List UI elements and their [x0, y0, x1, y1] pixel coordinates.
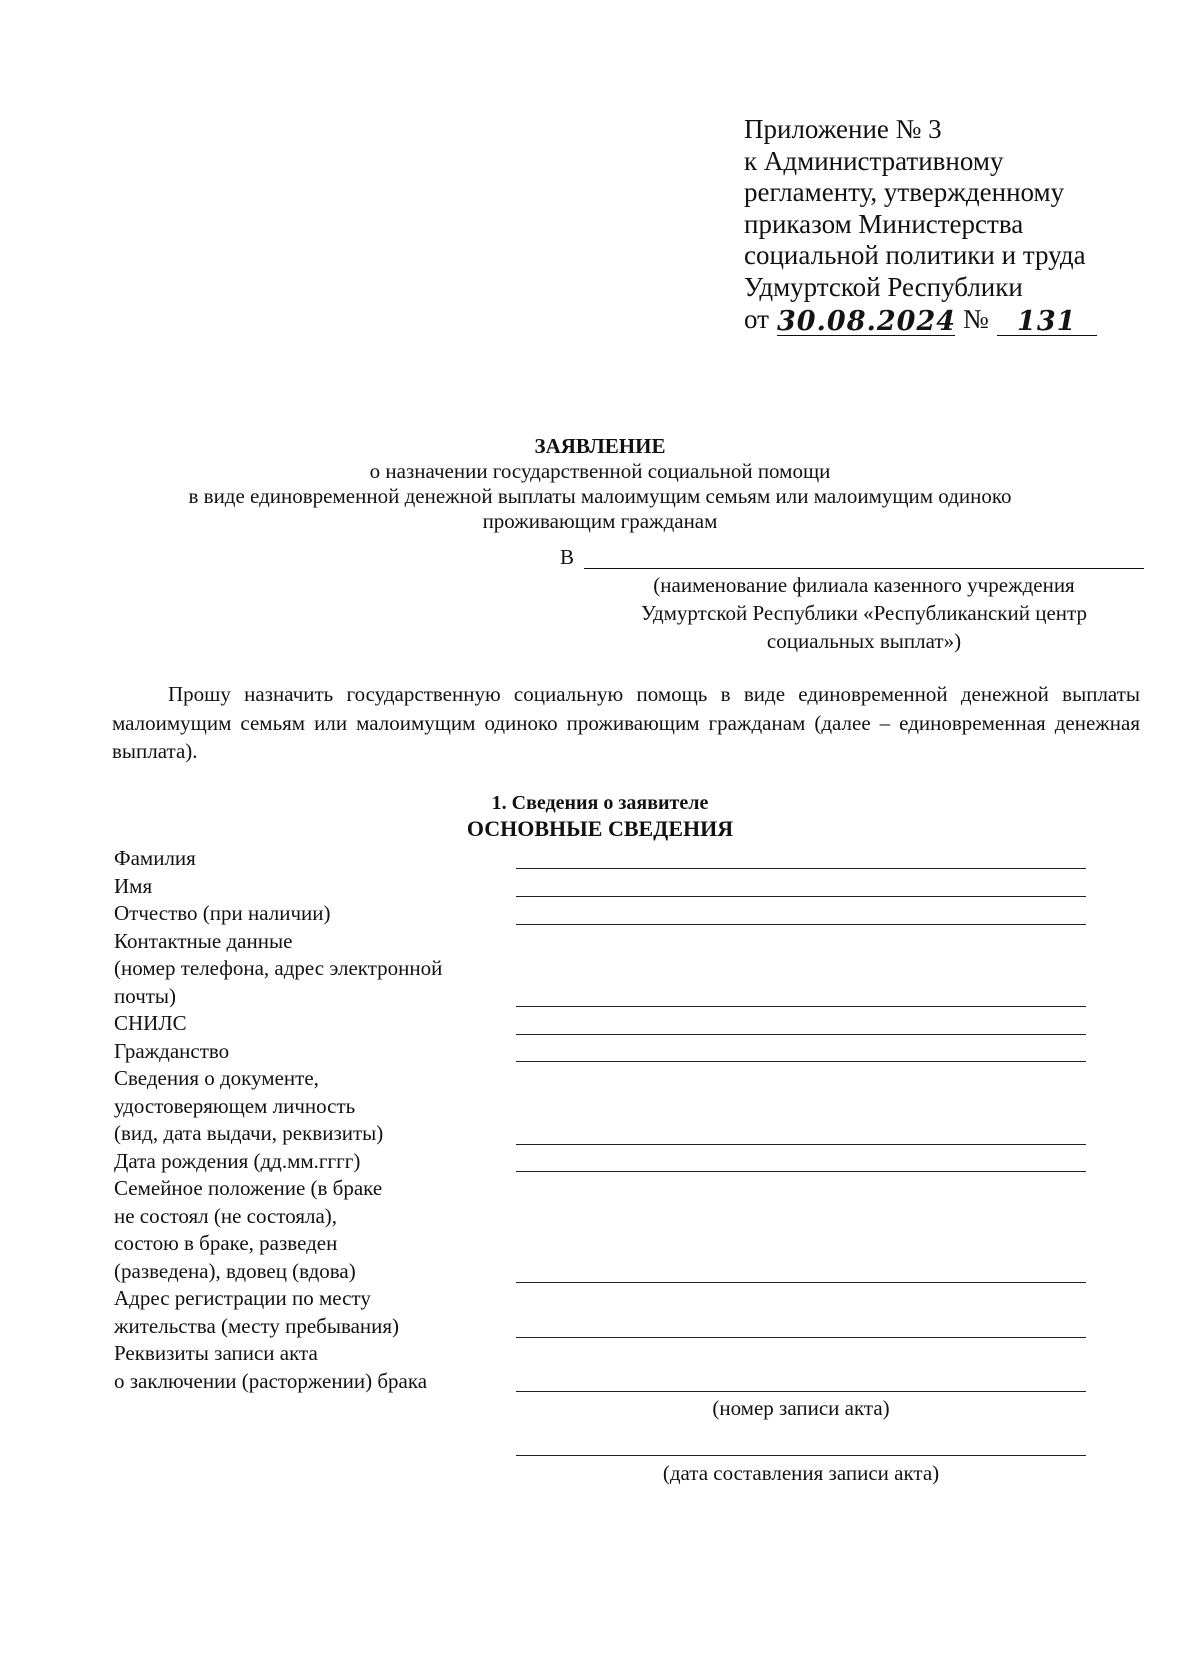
document-heading: ЗАЯВЛЕНИЕ: [534, 434, 666, 458]
document-title: [0, 434, 1200, 534]
number-label: №: [962, 304, 989, 334]
order-date-field: [776, 305, 957, 337]
field-label-address: жительства (месту пребывания): [114, 1313, 400, 1338]
marriage-record-date-input-line[interactable]: [516, 1455, 1086, 1456]
caption-line: (наименование филиала казенного учреждения: [653, 573, 1075, 597]
marriage-record-number-input-line[interactable]: [516, 1391, 1086, 1392]
appendix-line: социальной политики и труда: [744, 240, 1086, 270]
marital-status-input-line[interactable]: [516, 1282, 1086, 1283]
order-number: 131: [1017, 305, 1077, 337]
field-label-name: Имя: [114, 873, 153, 898]
field-label-marital-status: Семейное положение (в браке: [114, 1176, 383, 1200]
field-label-contacts-hint: (номер телефона, адрес электронной: [114, 956, 443, 980]
appendix-line: приказом Министерства: [744, 208, 1024, 239]
section-title: 1. Сведения о заявителе: [491, 792, 709, 814]
appendix-reference: [744, 114, 1097, 336]
appendix-line: Удмуртской Республики: [744, 271, 1023, 302]
recipient-input-line[interactable]: [584, 568, 1144, 569]
recipient-caption: [584, 571, 1144, 655]
order-date: 30.08.2024: [776, 305, 957, 337]
field-label-id-document: (вид, дата выдачи, реквизиты): [114, 1121, 384, 1145]
field-label-id-document: Сведения о документе,: [114, 1066, 319, 1090]
marriage-record-date-caption: (дата составления записи акта): [662, 1461, 940, 1485]
request-paragraph: Прошу назначить государственную социальную помощь в виде единовременной денежной выплаты малоимущим семьям или малоимущим одиноко проживающим гражданам (далее – единовременная денежная выплата).: [112, 682, 1140, 763]
field-label-citizenship: Гражданство: [114, 1038, 230, 1063]
title-line: в виде единовременной денежной выплаты малоимущим семьям или малоимущим одиноко: [188, 484, 1012, 508]
field-label-marital-status: (разведена), вдовец (вдова): [114, 1258, 356, 1283]
field-label-address: Адрес регистрации по месту: [114, 1286, 371, 1310]
section-header: [0, 791, 1200, 842]
from-label: от: [744, 304, 769, 334]
title-line: о назначении государственной социальной помощи: [369, 459, 831, 483]
recipient-prefix: В: [560, 545, 575, 569]
surname-input-line[interactable]: [516, 868, 1086, 869]
section-subtitle: ОСНОВНЫЕ СВЕДЕНИЯ: [466, 816, 734, 841]
field-label-birth-date: Дата рождения (дд.мм.гггг): [114, 1148, 361, 1173]
caption-line: Удмуртской Республики «Республиканский центр: [641, 601, 1087, 625]
field-label-patronymic: Отчество (при наличии): [114, 901, 331, 925]
applicant-field-labels: [114, 845, 442, 1395]
marriage-record-number-caption: (номер записи акта): [712, 1396, 890, 1420]
birth-date-input-line[interactable]: [516, 1171, 1086, 1172]
field-label-marriage-record: о заключении (расторжении) брака: [114, 1368, 428, 1393]
address-input-line[interactable]: [516, 1337, 1086, 1338]
field-label-surname: Фамилия: [114, 846, 196, 870]
order-number-field: [997, 305, 1097, 337]
title-line: проживающим гражданам: [482, 509, 718, 533]
field-label-marital-status: состою в браке, разведен: [114, 1231, 338, 1255]
order-date-number-line: [744, 304, 1097, 336]
appendix-line: к Административному: [744, 145, 1004, 176]
patronymic-input-line[interactable]: [516, 924, 1086, 925]
field-label-contacts-hint: почты): [114, 983, 177, 1008]
field-label-contacts: Контактные данные: [114, 928, 293, 953]
citizenship-input-line[interactable]: [516, 1061, 1086, 1062]
appendix-line: регламенту, утвержденному: [744, 177, 1065, 207]
snils-input-line[interactable]: [516, 1034, 1086, 1035]
id-document-input-line[interactable]: [516, 1144, 1086, 1145]
appendix-line: Приложение № 3: [744, 114, 942, 144]
field-label-marriage-record: Реквизиты записи акта: [114, 1341, 318, 1365]
caption-line: социальных выплат»): [766, 629, 962, 653]
contacts-input-line[interactable]: [516, 1006, 1086, 1007]
name-input-line[interactable]: [516, 896, 1086, 897]
field-label-snils: СНИЛС: [114, 1011, 187, 1035]
field-label-marital-status: не состоял (не состояла),: [114, 1203, 338, 1228]
field-label-id-document: удостоверяющем личность: [114, 1093, 356, 1118]
